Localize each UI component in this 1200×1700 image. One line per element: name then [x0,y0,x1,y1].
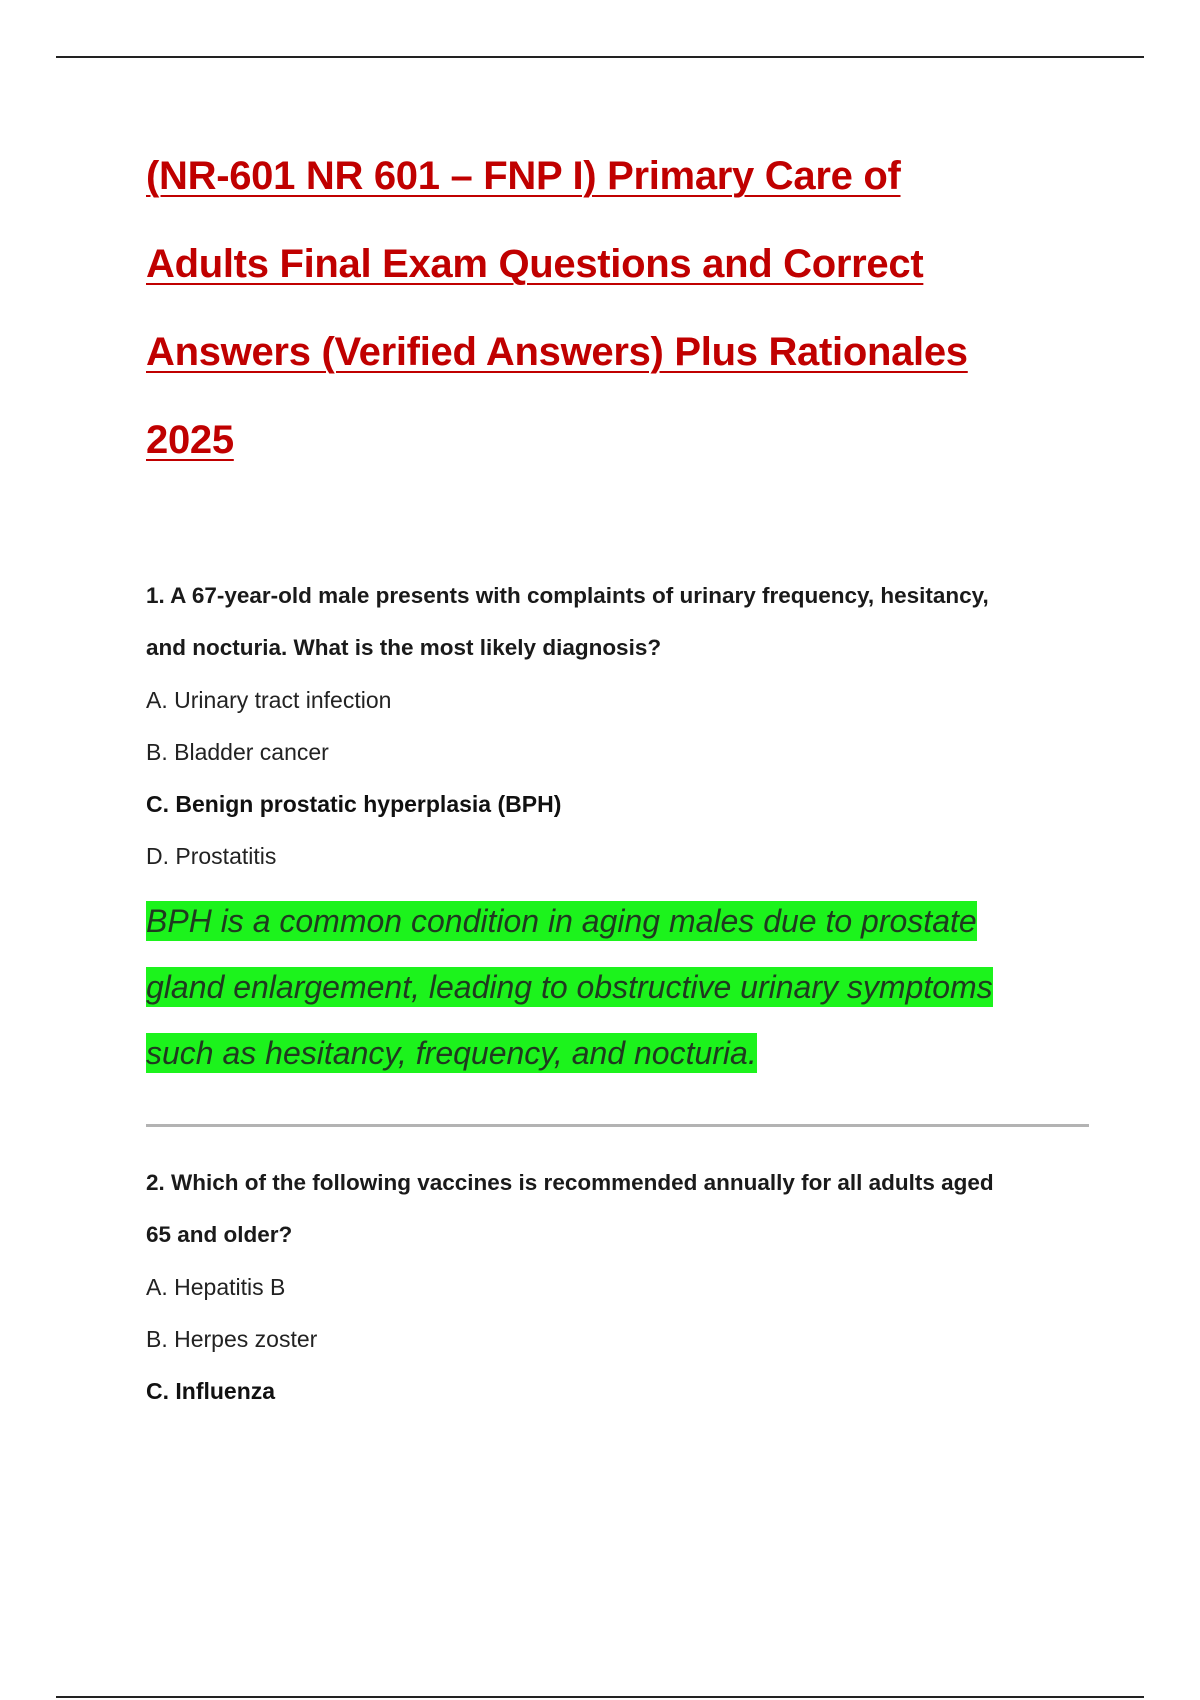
question-divider [146,1124,1089,1127]
rationale-line: such as hesitancy, frequency, and nocturia. [146,1035,757,1071]
answer-option-b: B. Bladder cancer [146,739,329,765]
rationale-line: gland enlargement, leading to obstructive urinary symptoms [146,969,993,1005]
header-rule [56,56,1144,58]
question-stem-line: and nocturia. What is the most likely diagnosis? [146,635,662,660]
question-2 [146,1157,1096,1417]
answer-option-b: B. Herpes zoster [146,1326,318,1352]
title-line: (NR-601 NR 601 – FNP I) Primary Care of [146,154,901,198]
title-line: 2025 [146,418,234,462]
answer-option-c-correct: C. Benign prostatic hyperplasia (BPH) [146,791,562,817]
question-stem-line: 2. Which of the following vaccines is recommended annually for all adults aged [146,1170,994,1195]
title-line: Answers (Verified Answers) Plus Rationales [146,330,968,374]
answer-option-a: A. Hepatitis B [146,1274,286,1300]
question-stem-line: 65 and older? [146,1222,293,1247]
question-stem [146,1157,1096,1261]
footer-rule [56,1696,1144,1698]
rationale [146,888,1096,1086]
title-line: Adults Final Exam Questions and Correct [146,242,924,286]
document-title [146,132,1076,484]
question-stem-line: 1. A 67-year-old male presents with complaints of urinary frequency, hesitancy, [146,583,989,608]
answer-option-d: D. Prostatitis [146,843,277,869]
rationale-line: BPH is a common condition in aging males due to prostate [146,903,977,939]
answer-option-c-correct: C. Influenza [146,1378,276,1404]
question-1 [146,570,1096,1086]
question-stem [146,570,1096,674]
answer-option-a: A. Urinary tract infection [146,687,392,713]
